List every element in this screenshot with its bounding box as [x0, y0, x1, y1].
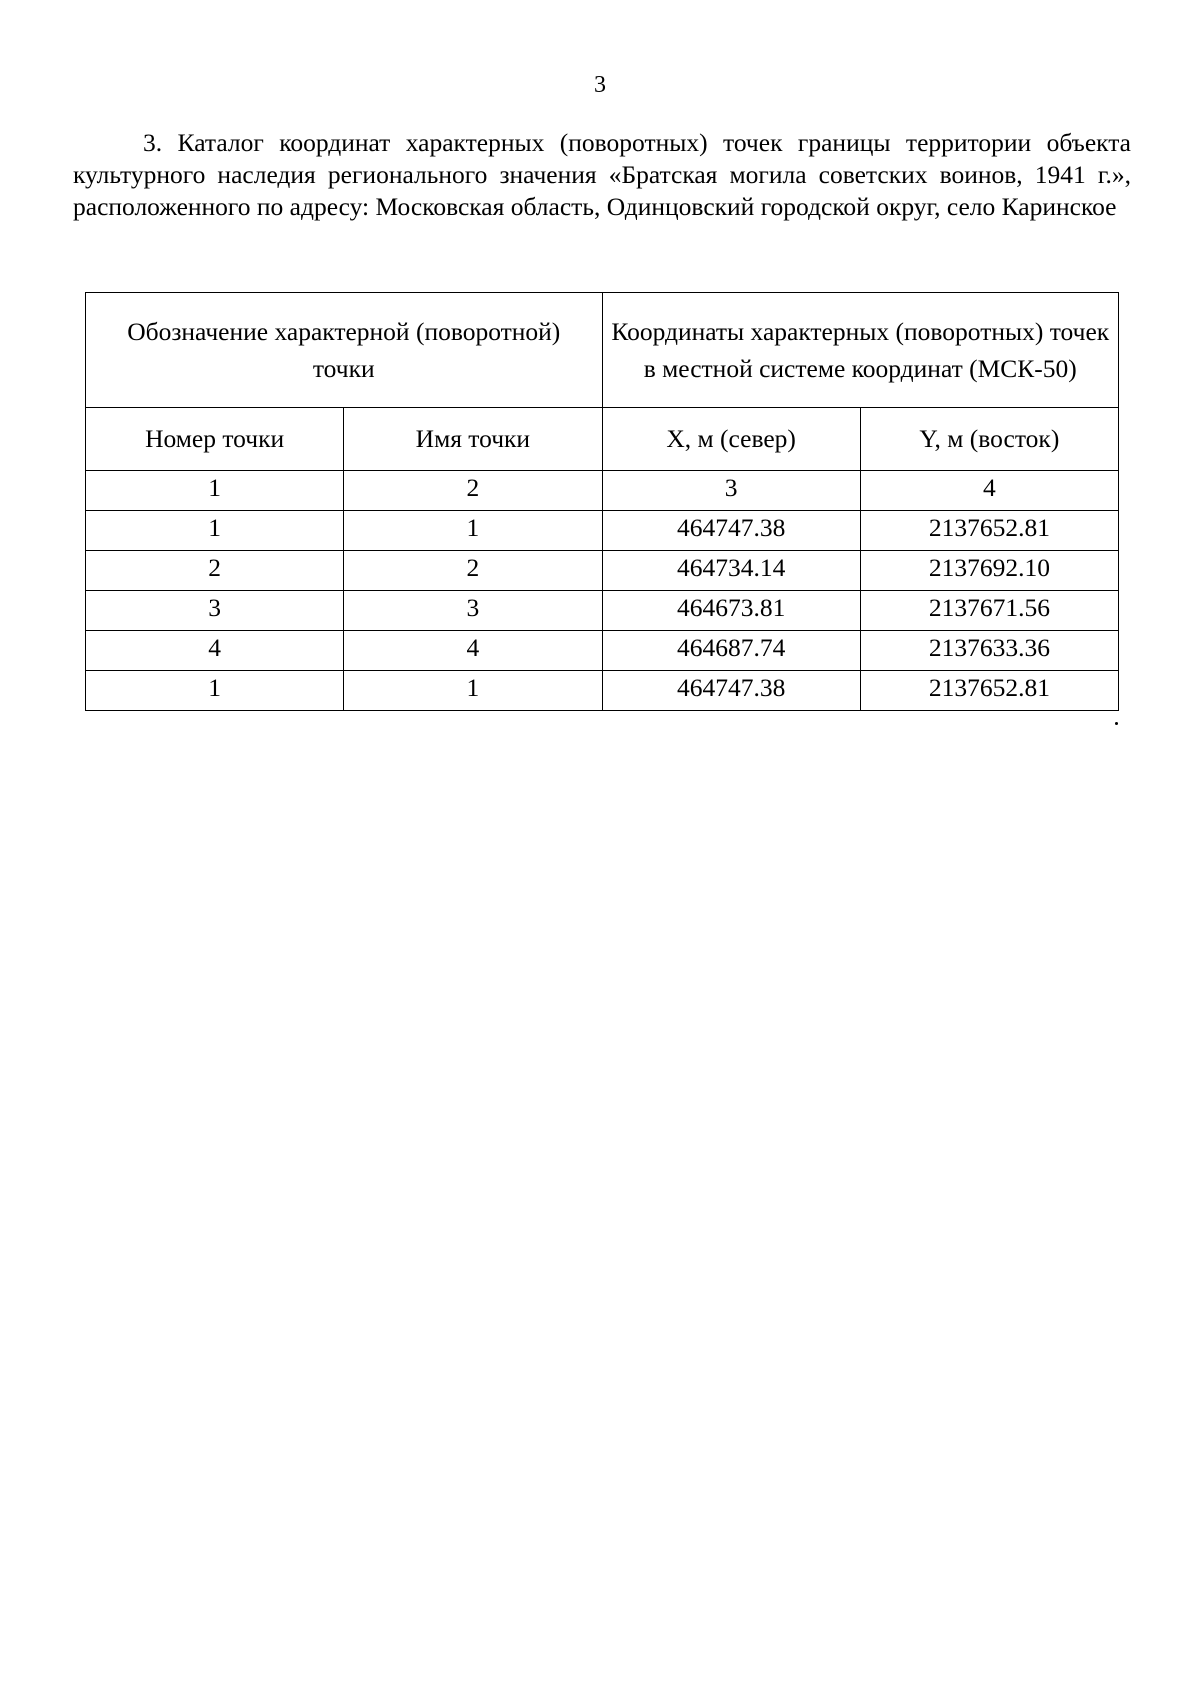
column-header-y: Y, м (восток)	[860, 408, 1118, 471]
stray-dot	[1115, 722, 1118, 725]
cell-y: 2137633.36	[860, 631, 1118, 671]
table-row	[86, 631, 1119, 671]
page-number: 3	[594, 72, 606, 98]
cell-y: 2137652.81	[860, 671, 1118, 711]
cell-y: 2137652.81	[860, 511, 1118, 551]
cell-point-name: 2	[344, 551, 602, 591]
table-row	[86, 551, 1119, 591]
cell-point-number: 3	[86, 591, 344, 631]
cell-point-number: 2	[86, 551, 344, 591]
column-number: 1	[86, 471, 344, 511]
column-numbers-row	[86, 471, 1119, 511]
cell-point-name: 1	[344, 671, 602, 711]
cell-point-number: 4	[86, 631, 344, 671]
cell-x: 464734.14	[602, 551, 860, 591]
cell-x: 464747.38	[602, 511, 860, 551]
table-row	[86, 511, 1119, 551]
column-number: 3	[602, 471, 860, 511]
cell-point-number: 1	[86, 511, 344, 551]
column-number: 4	[860, 471, 1118, 511]
cell-point-name: 4	[344, 631, 602, 671]
header-coordinates: Координаты характерных (поворотных) точек в местной системе координат (МСК-50)	[602, 293, 1119, 408]
cell-x: 464673.81	[602, 591, 860, 631]
cell-x: 464747.38	[602, 671, 860, 711]
column-header-x: X, м (север)	[602, 408, 860, 471]
header-point-designation: Обозначение характерной (поворотной) точки	[86, 293, 603, 408]
table-row	[86, 671, 1119, 711]
cell-point-name: 3	[344, 591, 602, 631]
cell-y: 2137692.10	[860, 551, 1118, 591]
cell-point-number: 1	[86, 671, 344, 711]
table-row	[86, 591, 1119, 631]
table-subheader-row	[86, 408, 1119, 471]
column-header-point-name: Имя точки	[344, 408, 602, 471]
column-number: 2	[344, 471, 602, 511]
cell-x: 464687.74	[602, 631, 860, 671]
table-header-row	[86, 293, 1119, 408]
cell-point-name: 1	[344, 511, 602, 551]
column-header-point-number: Номер точки	[86, 408, 344, 471]
cell-y: 2137671.56	[860, 591, 1118, 631]
coordinates-table	[85, 292, 1119, 711]
section-paragraph: 3. Каталог координат характерных (поворотных) точек границы территории объекта культурного наследия регионального значения «Братская могила советских воинов, 1941 г.», расположенного по адресу: Московская область, Одинцовский городской округ, село Каринское	[73, 128, 1131, 221]
